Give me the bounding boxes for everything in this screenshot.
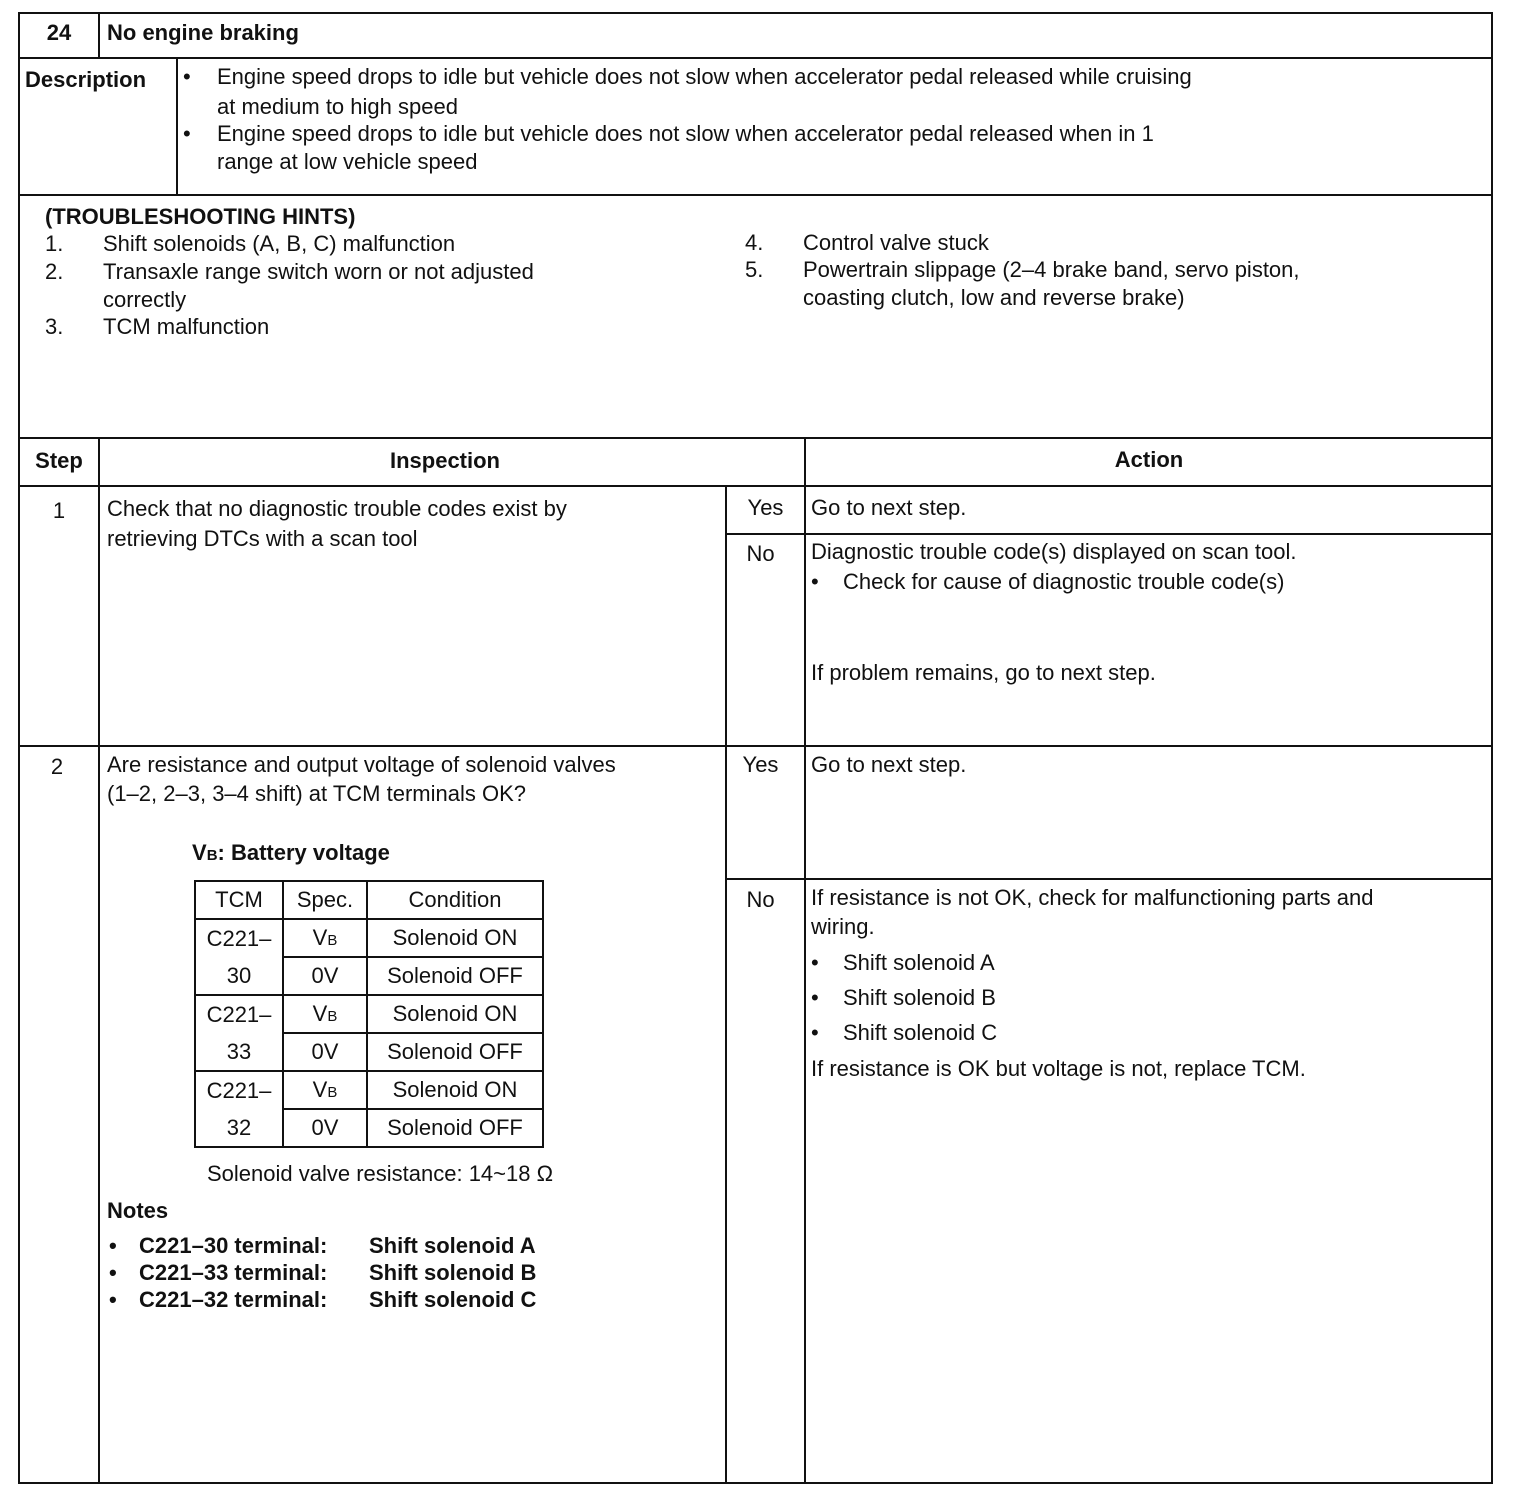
condition-value: Solenoid ON: [367, 1071, 543, 1109]
tcm-terminal: 33: [195, 1033, 283, 1071]
inspection-text: Check that no diagnostic trouble codes exist by: [107, 496, 567, 521]
no-label: No: [746, 887, 775, 912]
hint-number: 2.: [45, 259, 64, 284]
action-text: If problem remains, go to next step.: [811, 660, 1156, 685]
hints-title: (TROUBLESHOOTING HINTS): [45, 204, 356, 229]
spec-value: VB: [283, 919, 367, 957]
action-text: Go to next step.: [811, 495, 967, 520]
note-desc: Shift solenoid B: [369, 1260, 537, 1285]
hint-text: Shift solenoids (A, B, C) malfunction: [103, 231, 456, 256]
bullet-dot: •: [109, 1260, 117, 1285]
condition-value: Solenoid ON: [367, 919, 543, 957]
action-text: If resistance is not OK, check for malfunctioning parts and: [811, 885, 1374, 910]
resistance-spec: Solenoid valve resistance: 14~18 Ω: [207, 1161, 554, 1186]
tcm-terminal: C221–: [195, 1071, 283, 1109]
inspection-text: Are resistance and output voltage of solenoid valves: [107, 752, 616, 777]
spec-value: 0V: [283, 957, 367, 995]
spec-value: 0V: [283, 1033, 367, 1071]
yes-label: Yes: [747, 495, 784, 520]
spec-value: VB: [283, 995, 367, 1033]
table-row: [195, 1033, 543, 1071]
section-number: 24: [46, 20, 72, 45]
note-desc: Shift solenoid A: [369, 1233, 536, 1258]
action-text: Shift solenoid C: [843, 1020, 998, 1045]
column-header-step: Step: [35, 448, 83, 473]
table-header: Condition: [367, 881, 543, 919]
column-header-action: Action: [1114, 447, 1184, 472]
action-text: Go to next step.: [811, 752, 967, 777]
table-header: Spec.: [283, 881, 367, 919]
hint-number: 5.: [745, 257, 764, 282]
inspection-text: retrieving DTCs with a scan tool: [107, 526, 418, 551]
bullet-dot: •: [183, 121, 191, 146]
action-text: Diagnostic trouble code(s) displayed on scan tool.: [811, 539, 1297, 564]
bullet-dot: •: [183, 64, 191, 89]
battery-voltage-note: VB: Battery voltage: [192, 840, 390, 865]
note-terminal: C221–30 terminal:: [139, 1233, 328, 1258]
solenoid-spec-table: [194, 880, 544, 1148]
table-row: [195, 995, 543, 1033]
action-text: Shift solenoid B: [843, 985, 996, 1010]
section-title: No engine braking: [107, 20, 299, 45]
bullet-dot: •: [811, 950, 819, 975]
note-terminal: C221–32 terminal:: [139, 1287, 328, 1312]
bullet-dot: •: [811, 569, 819, 594]
table-row: [195, 957, 543, 995]
hint-number: 3.: [45, 314, 64, 339]
table-header: TCM: [195, 881, 283, 919]
note-desc: Shift solenoid C: [369, 1287, 537, 1312]
no-label: No: [746, 541, 775, 566]
tcm-terminal: C221–: [195, 995, 283, 1033]
step-number: 2: [50, 754, 64, 779]
table-header-row: [195, 881, 543, 919]
hint-text: coasting clutch, low and reverse brake): [803, 285, 1185, 310]
spec-value: 0V: [283, 1109, 367, 1147]
condition-value: Solenoid OFF: [367, 1109, 543, 1147]
bullet-dot: •: [109, 1287, 117, 1312]
tcm-terminal: 32: [195, 1109, 283, 1147]
condition-value: Solenoid OFF: [367, 1033, 543, 1071]
bullet-dot: •: [811, 985, 819, 1010]
hint-number: 4.: [745, 230, 764, 255]
action-text: wiring.: [811, 914, 875, 939]
hint-number: 1.: [45, 231, 64, 256]
hint-text: correctly: [103, 287, 187, 312]
spec-value: VB: [283, 1071, 367, 1109]
action-text: Check for cause of diagnostic trouble code(s): [843, 569, 1285, 594]
yes-label: Yes: [742, 752, 779, 777]
condition-value: Solenoid ON: [367, 995, 543, 1033]
hint-text: Powertrain slippage (2–4 brake band, servo piston,: [803, 257, 1300, 282]
bullet-dot: •: [109, 1233, 117, 1258]
description-text: at medium to high speed: [217, 94, 458, 119]
tcm-terminal: C221–: [195, 919, 283, 957]
hint-text: Transaxle range switch worn or not adjusted: [103, 259, 534, 284]
description-text: range at low vehicle speed: [217, 149, 478, 174]
step-number: 1: [52, 498, 66, 523]
action-text: If resistance is OK but voltage is not, replace TCM.: [811, 1056, 1306, 1081]
tcm-terminal: 30: [195, 957, 283, 995]
note-terminal: C221–33 terminal:: [139, 1260, 328, 1285]
condition-value: Solenoid OFF: [367, 957, 543, 995]
table-row: [195, 1109, 543, 1147]
column-header-inspection: Inspection: [389, 448, 500, 473]
table-row: [195, 1071, 543, 1109]
table-row: [195, 919, 543, 957]
hint-text: TCM malfunction: [103, 314, 270, 339]
inspection-text: (1–2, 2–3, 3–4 shift) at TCM terminals OK?: [107, 781, 526, 806]
description-text: Engine speed drops to idle but vehicle does not slow when accelerator pedal released while cruising: [217, 64, 1192, 89]
notes-title: Notes: [107, 1198, 169, 1223]
description-label: Description: [25, 67, 147, 92]
hint-text: Control valve stuck: [803, 230, 989, 255]
action-text: Shift solenoid A: [843, 950, 995, 975]
bullet-dot: •: [811, 1020, 819, 1045]
description-text: Engine speed drops to idle but vehicle does not slow when accelerator pedal released when in 1: [217, 121, 1154, 146]
